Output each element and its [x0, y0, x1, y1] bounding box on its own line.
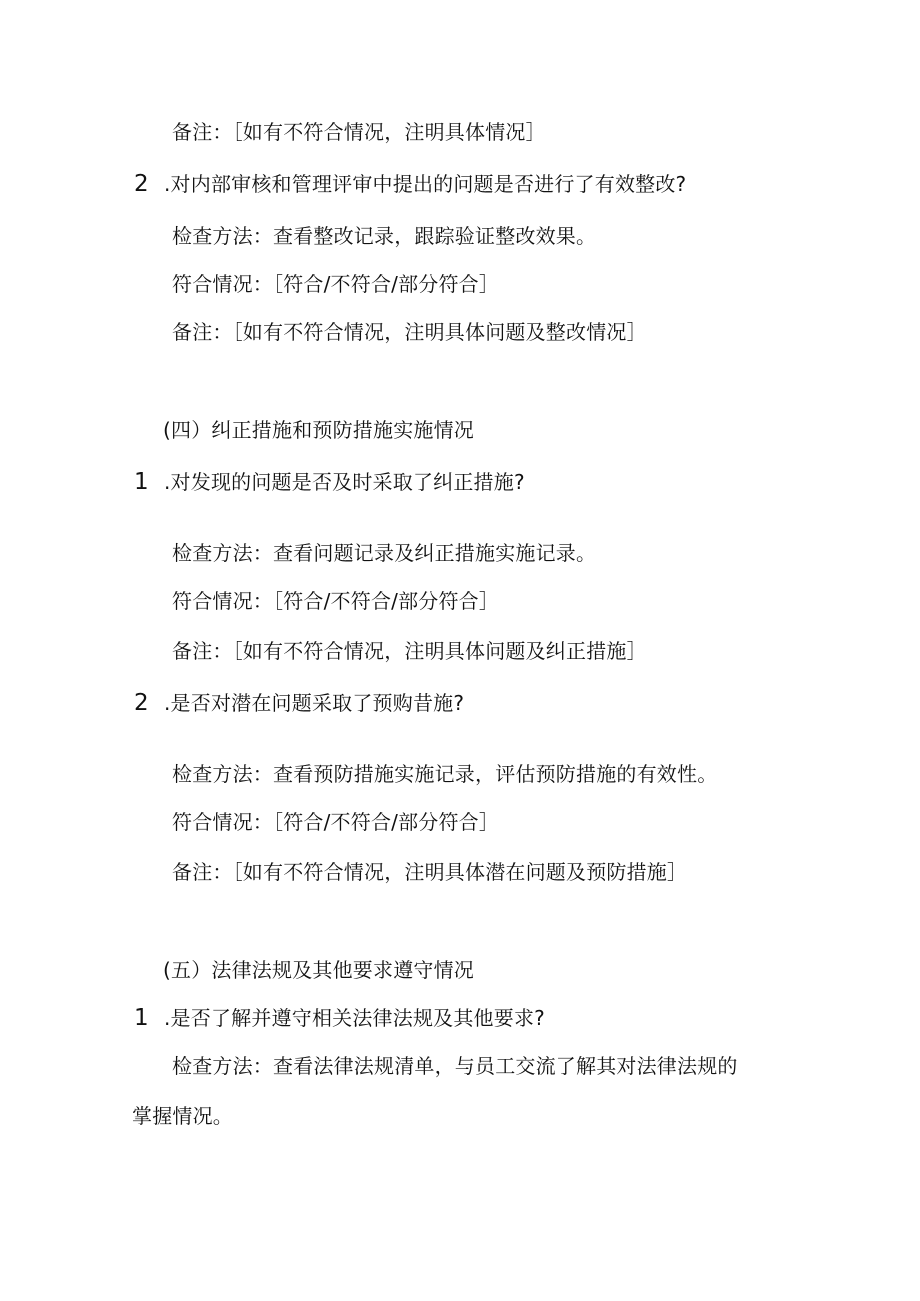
question-number: 1 [134, 1005, 149, 1031]
check-method-line: 检查方法：查看法律法规清单，与员工交流了解其对法律法规的 [172, 1054, 738, 1078]
remark-line: 备注：［如有不符合情况，注明具体问题及整改情况］ [172, 320, 647, 344]
check-method-line-continued: 掌握情况。 [132, 1104, 233, 1128]
question-4-2 [134, 689, 464, 717]
question-number: 2 [134, 690, 149, 716]
question-text: .是否了解并遵守相关法律法规及其他要求? [164, 1006, 545, 1030]
question-4-1 [134, 468, 525, 496]
question-text: .对内部审核和管理评审中提出的问题是否进行了有效整改? [164, 172, 687, 196]
question-5-1 [134, 1004, 545, 1032]
compliance-line: 符合情况：［符合/不符合/部分符合］ [172, 589, 500, 613]
remark-line: 备注：［如有不符合情况，注明具体问题及纠正措施］ [172, 639, 647, 663]
section-heading-5: (五）法律法规及其他要求遵守情况 [163, 958, 475, 982]
compliance-line: 符合情况：［符合/不符合/部分符合］ [172, 810, 500, 834]
question-number: 2 [134, 171, 149, 197]
question-2 [134, 170, 686, 198]
compliance-line: 符合情况：［符合/不符合/部分符合］ [172, 272, 500, 296]
check-method-line: 检查方法：查看问题记录及纠正措施实施记录。 [172, 541, 597, 565]
check-method-line: 检查方法：查看预防措施实施记录，评估预防措施的有效性。 [172, 762, 718, 786]
remark-line: 备注：［如有不符合情况，注明具体情况］ [172, 120, 546, 144]
question-text: .是否对潜在问题采取了预购昔施? [164, 691, 465, 715]
section-heading-4: (四）纠正措施和预防措施实施情况 [163, 418, 475, 442]
question-number: 1 [134, 469, 149, 495]
check-method-line: 检查方法：查看整改记录，跟踪验证整改效果。 [172, 224, 597, 248]
question-text: .对发现的问题是否及时采取了纠正措施? [164, 470, 525, 494]
remark-line: 备注：［如有不符合情况，注明具体潜在问题及预防措施］ [172, 860, 688, 884]
